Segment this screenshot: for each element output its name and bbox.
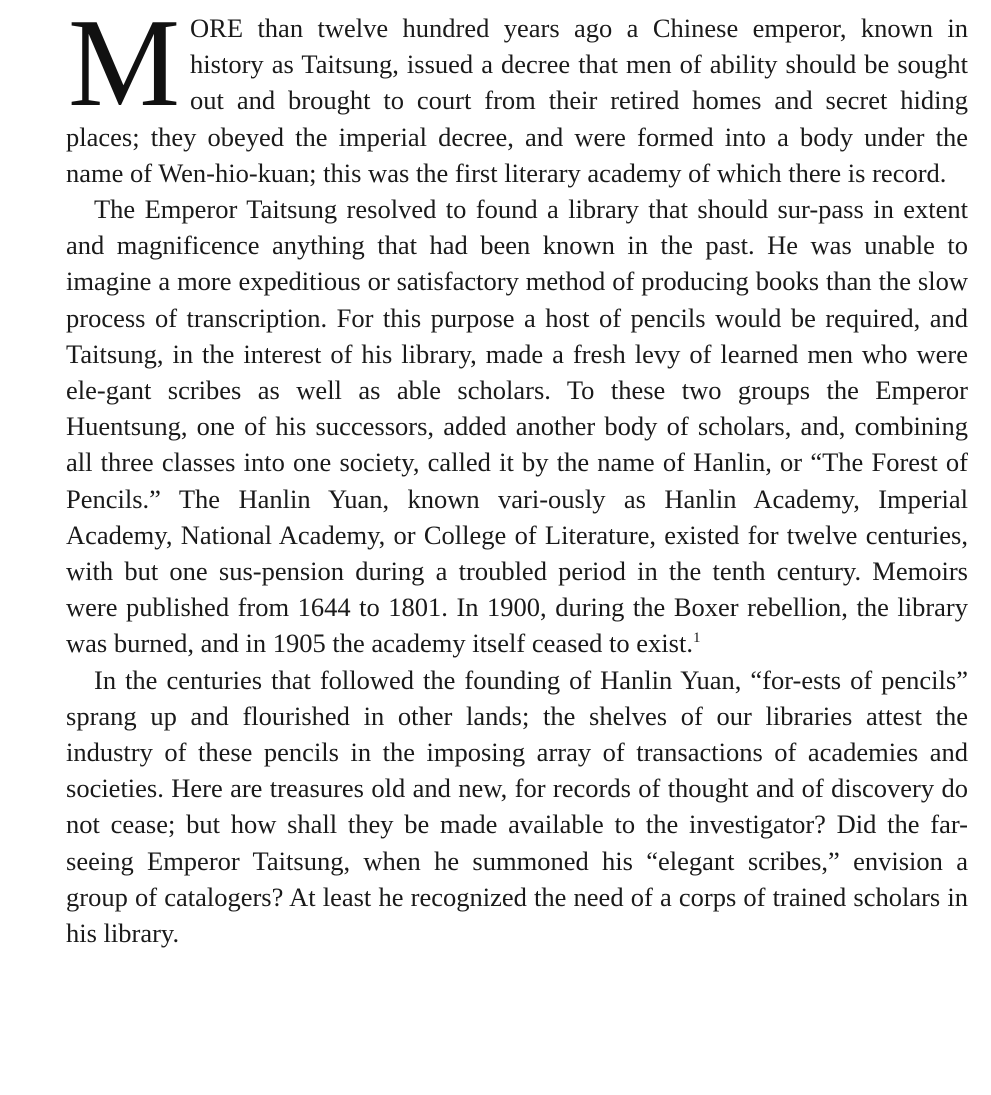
drop-cap-letter: M <box>68 0 181 133</box>
paragraph-1-text: ORE than twelve hundred years ago a Chinese emperor, known in history as Taitsung, issued a decree that men of ability should be sought out and brought to court from their retired homes and secret hiding places; they obeyed the imperial decree, and were formed into a body under the name of Wen-hio-kuan; this was the first literary academy of which there is record. <box>66 13 968 188</box>
footnote-marker[interactable]: 1 <box>692 630 701 647</box>
paragraph-2 <box>66 191 968 662</box>
document-page <box>66 0 968 951</box>
paragraph-3-text: In the centuries that followed the founding of Hanlin Yuan, “for-ests of pencils” sprang up and flourished in other lands; the shelves of our libraries attest the industry of these pencils in the imposing array of transactions of academies and societies. Here are treasures old and new, for records of thought and of discovery do not cease; but how shall they be made available to the investigator? Did the far-seeing Emperor Taitsung, when he summoned his “elegant scribes,” envision a group of catalogers? At least he recognized the need of a corps of trained scholars in his library. <box>66 664 968 949</box>
paragraph-2-text: The Emperor Taitsung resolved to found a library that should sur-pass in extent and magnificence anything that had been known in the past. He was unable to imagine a more expeditious or satisfactory method of producing books than the slow process of transcription. For this purpose a host of pencils would be required, and Taitsung, in the interest of his library, made a fresh levy of learned men who were ele-gant scribes as well as able scholars. To these two groups the Emperor Huentsung, one of his successors, added another body of scholars, and, combining all three classes into one society, called it by the name of Hanlin, or “The Forest of Pencils.” The Hanlin Yuan, known vari-ously as Hanlin Academy, Imperial Academy, National Academy, or College of Literature, existed for twelve centuries, with but one sus-pension during a troubled period in the tenth century. Memoirs were published from 1644 to 1801. In 1900, during the Boxer rebellion, the library was burned, and in 1905 the academy itself ceased to exist. <box>66 194 968 659</box>
paragraph-3 <box>66 662 968 952</box>
paragraph-1 <box>66 0 968 191</box>
